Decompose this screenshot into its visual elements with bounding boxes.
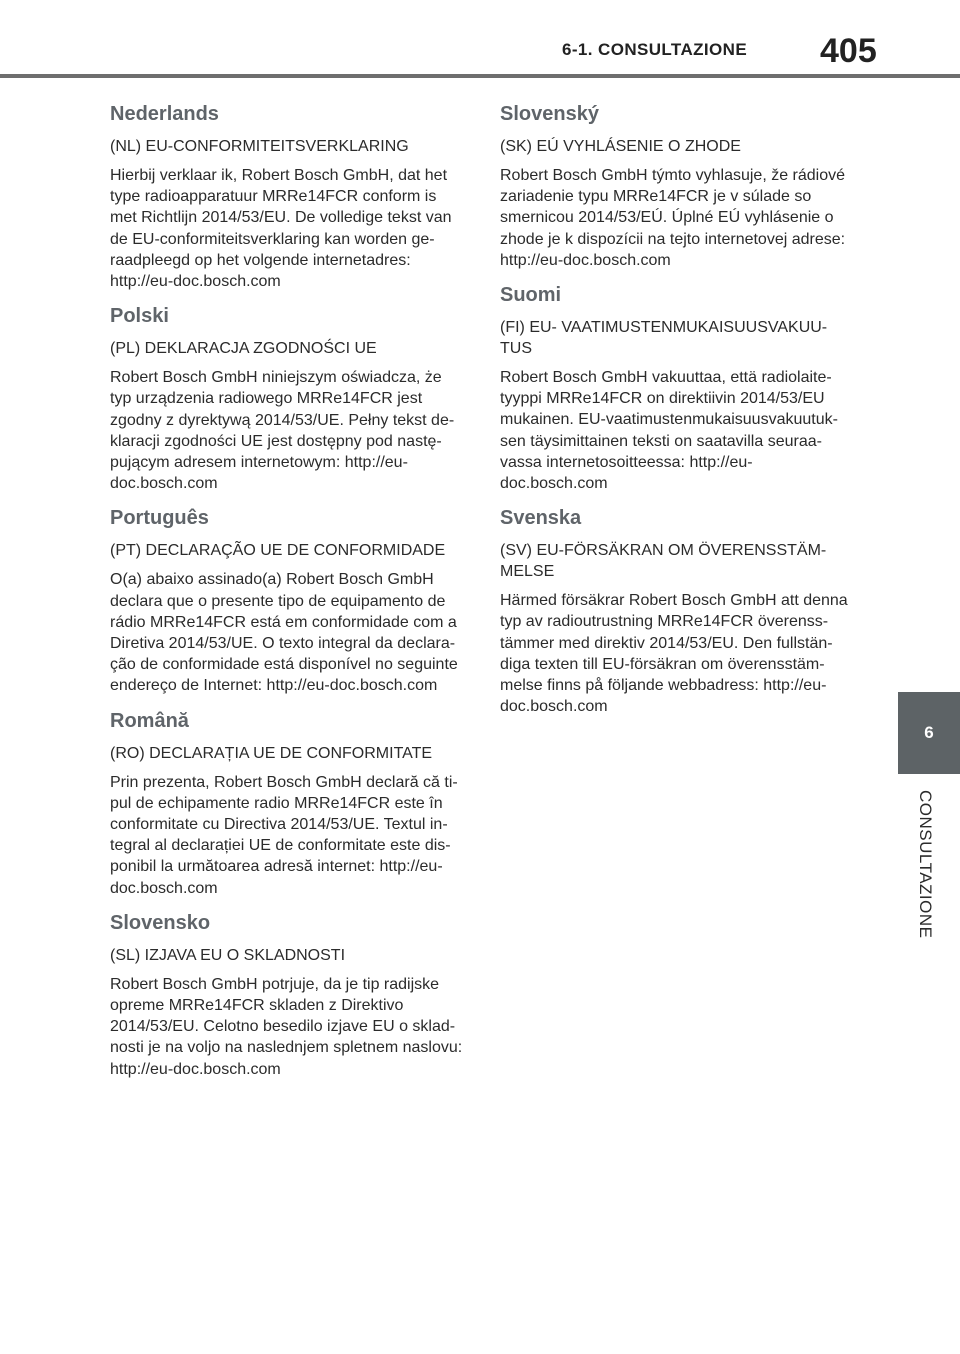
chapter-title: 6-1. CONSULTAZIONE — [562, 40, 748, 59]
section-body: Prin prezenta, Robert Bosch GmbH declară că ti- pul de echipamente radio MRRe14FCR este în conformitate cu Directiva 2014/53/UE. Textul in- tegral al declarației UE de conformitate este dis- ponibil la următoarea adresă internet: http://eu- doc.bosch.com — [110, 773, 458, 897]
section-portugues — [110, 506, 470, 696]
page-number: 405 — [820, 32, 877, 70]
section-subtitle: (SL) IZJAVA EU O SKLADNOSTI — [110, 946, 346, 964]
section-subtitle: (NL) EU-CONFORMITEITSVERKLARING — [110, 138, 409, 155]
section-body: O(a) abaixo assinado(a) Robert Bosch GmbH declara que o presente tipo de equipamento de rádio MRRe14FCR está em conformidade com a Diretiva 2014/53/UE. O texto integral da declara- ção de conformidade está disponível no seguinte endereço de Internet: http://eu-doc.bosch.com — [110, 571, 458, 695]
section-body: Robert Bosch GmbH niniejszym oświadcza, że typ urządzenia radiowego MRRe14FCR jest zgodny z dyrektywą 2014/53/UE. Pełny tekst de- klaracji zgodności UE jest dostępny pod nastę- pującym adresem internetowym: http://eu- doc.bosch.com — [110, 369, 455, 493]
section-title: Svenska — [500, 507, 582, 530]
section-body: Hierbij verklaar ik, Robert Bosch GmbH, dat het type radioapparatuur MRRe14FCR conform is met Richtlijn 2014/53/EU. De volledige tekst van de EU-conformiteitsverklaring kan worden ge- raadpleegd op het volgende internetadres: http://eu-doc.bosch.com — [110, 167, 452, 291]
section-title: Română — [110, 709, 189, 732]
section-slovensko — [110, 911, 470, 1080]
section-suomi — [500, 283, 855, 494]
section-body: Robert Bosch GmbH týmto vyhlasuje, že rádiové zariadenie typu MRRe14FCR je v súlade so smernicou 2014/53/EÚ. Úplné EÚ vyhlásenie o zhode je k dispozícii na tejto internetovej adrese: http://eu-doc.bosch.com — [500, 167, 846, 269]
page-header — [0, 0, 960, 80]
section-title: Português — [110, 507, 209, 530]
section-romana — [110, 709, 470, 899]
section-body: Robert Bosch GmbH potrjuje, da je tip radijske opreme MRRe14FCR skladen z Direktivo 2014/53/EU. Celotno besedilo izjave EU o sklad- nosti je na voljo na naslednjem spletnem naslovu: http://eu-doc.bosch.com — [110, 975, 463, 1078]
section-subtitle: (RO) DECLARAȚIA UE DE CONFORMITATE — [110, 744, 433, 762]
section-title: Suomi — [500, 284, 562, 307]
header-divider — [0, 74, 960, 78]
section-subtitle: (FI) EU- VAATIMUSTENMUKAISUUSVAKUU- TUS — [500, 319, 828, 358]
section-subtitle: (PT) DECLARAÇÃO UE DE CONFORMIDADE — [110, 542, 446, 560]
section-subtitle: (PL) DEKLARACJA ZGODNOŚCI UE — [110, 340, 377, 358]
section-title: Polski — [110, 305, 169, 328]
right-column — [500, 102, 855, 729]
chapter-tab[interactable] — [898, 692, 960, 774]
section-polski — [110, 304, 470, 494]
section-svenska — [500, 506, 855, 717]
section-nederlands — [110, 102, 470, 292]
section-title: Slovensko — [110, 911, 211, 934]
chapter-side-label: CONSULTAZIONE — [916, 790, 935, 939]
section-slovensky — [500, 102, 855, 271]
section-body: Robert Bosch GmbH vakuuttaa, että radiolaite- tyyppi MRRe14FCR on direktiivin 2014/53/EU mukainen. EU-vaatimustenmukaisuusvakuutuk- sen täysimittainen teksti on saatavilla seuraa- vassa internetosoitteessa: http://eu- doc.bosch.com — [500, 369, 838, 493]
chapter-tab-number: 6 — [924, 723, 934, 742]
section-subtitle: (SK) EÚ VYHLÁSENIE O ZHODE — [500, 138, 741, 155]
section-subtitle: (SV) EU-FÖRSÄKRAN OM ÖVERENSSTÄM- MELSE — [500, 542, 827, 581]
section-title: Slovenský — [500, 103, 599, 125]
left-column — [110, 102, 470, 1092]
section-title: Nederlands — [110, 103, 219, 125]
section-body: Härmed försäkrar Robert Bosch GmbH att denna typ av radioutrustning MRRe14FCR överenss- tämmer med direktiv 2014/53/EU. Den fullstän- diga texten till EU-försäkran om överensstäm- melse finns på följande webbadress: http://eu- doc.bosch.com — [500, 592, 848, 716]
